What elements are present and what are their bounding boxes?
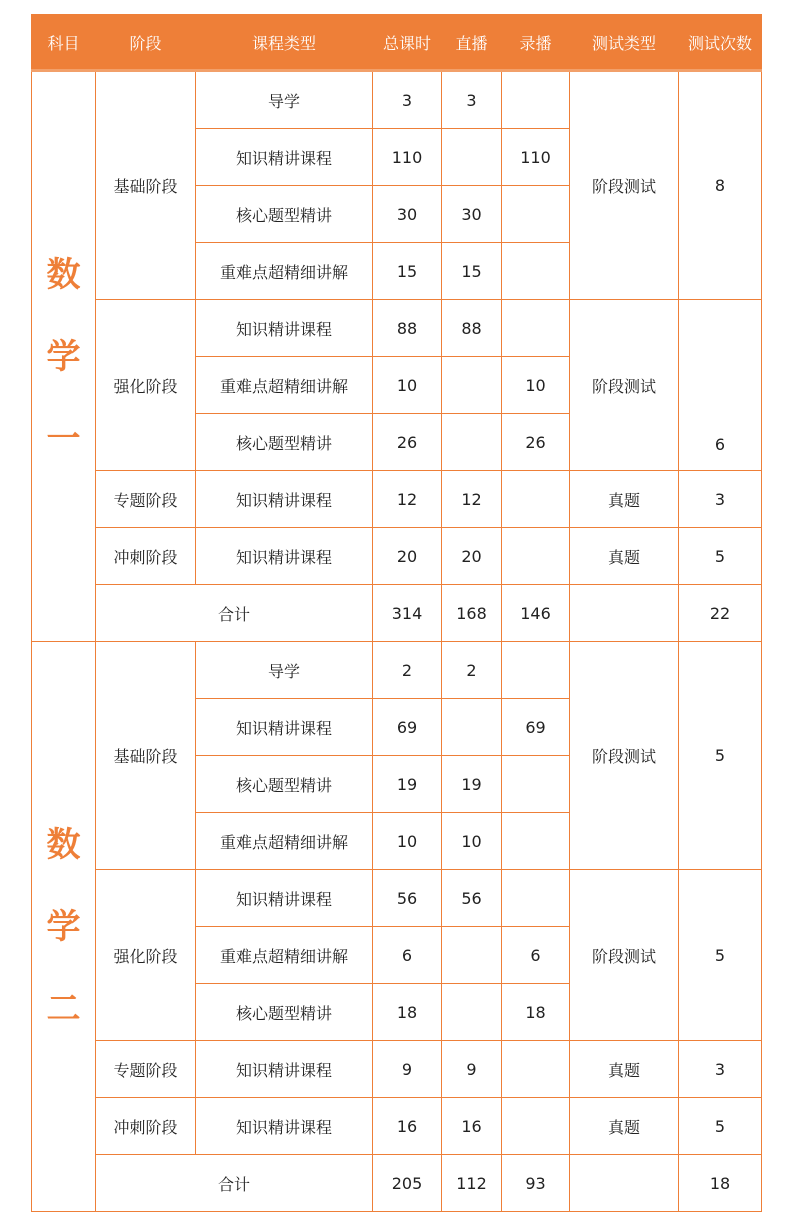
header-live: 直播 bbox=[442, 15, 502, 71]
test-type: 阶段测试 bbox=[570, 642, 679, 870]
total-hours-sum: 205 bbox=[373, 1155, 442, 1212]
test-count-sum: 22 bbox=[679, 585, 762, 642]
course-type: 核心题型精讲 bbox=[196, 984, 373, 1041]
live-hours bbox=[442, 699, 502, 756]
live-hours: 19 bbox=[442, 756, 502, 813]
table-row bbox=[32, 471, 762, 528]
live-hours: 88 bbox=[442, 300, 502, 357]
table-row bbox=[32, 642, 762, 699]
live-hours-sum: 168 bbox=[442, 585, 502, 642]
live-hours bbox=[442, 414, 502, 471]
subject-char: 数 bbox=[46, 824, 81, 865]
total-hours: 16 bbox=[373, 1098, 442, 1155]
table-row bbox=[32, 870, 762, 927]
recorded-hours-sum: 146 bbox=[502, 585, 570, 642]
course-type: 核心题型精讲 bbox=[196, 756, 373, 813]
test-count: 3 bbox=[679, 471, 762, 528]
course-type: 知识精讲课程 bbox=[196, 1041, 373, 1098]
total-hours: 2 bbox=[373, 642, 442, 699]
live-hours: 9 bbox=[442, 1041, 502, 1098]
total-hours: 69 bbox=[373, 699, 442, 756]
course-type: 重难点超精细讲解 bbox=[196, 927, 373, 984]
subject-char: 数 bbox=[46, 254, 81, 295]
table-row bbox=[32, 71, 762, 129]
recorded-hours bbox=[502, 243, 570, 300]
recorded-hours bbox=[502, 870, 570, 927]
total-hours: 12 bbox=[373, 471, 442, 528]
test-count: 8 bbox=[679, 71, 762, 300]
total-hours: 26 bbox=[373, 414, 442, 471]
header-test-type: 测试类型 bbox=[570, 15, 679, 71]
test-type: 阶段测试 bbox=[570, 870, 679, 1041]
live-hours: 20 bbox=[442, 528, 502, 585]
course-schedule bbox=[31, 14, 761, 1212]
subject-char: 一 bbox=[46, 418, 81, 459]
header-recorded: 录播 bbox=[502, 15, 570, 71]
course-type: 知识精讲课程 bbox=[196, 1098, 373, 1155]
total-hours: 110 bbox=[373, 129, 442, 186]
total-hours: 88 bbox=[373, 300, 442, 357]
subject-char: 学 bbox=[46, 336, 81, 377]
test-type: 阶段测试 bbox=[570, 71, 679, 300]
total-hours: 15 bbox=[373, 243, 442, 300]
recorded-hours bbox=[502, 642, 570, 699]
table-row bbox=[32, 1041, 762, 1098]
header-test-count: 测试次数 bbox=[679, 15, 762, 71]
test-type-empty bbox=[570, 585, 679, 642]
subject-math-1 bbox=[32, 71, 96, 642]
recorded-hours bbox=[502, 528, 570, 585]
course-schedule-table bbox=[31, 14, 762, 1212]
total-hours: 6 bbox=[373, 927, 442, 984]
live-hours: 15 bbox=[442, 243, 502, 300]
header-subject: 科目 bbox=[32, 15, 96, 71]
total-hours: 56 bbox=[373, 870, 442, 927]
total-row bbox=[32, 1155, 762, 1212]
test-count-sum: 18 bbox=[679, 1155, 762, 1212]
recorded-hours: 10 bbox=[502, 357, 570, 414]
recorded-hours bbox=[502, 471, 570, 528]
stage-topic: 专题阶段 bbox=[96, 1041, 196, 1098]
recorded-hours bbox=[502, 186, 570, 243]
course-type: 导学 bbox=[196, 642, 373, 699]
total-hours: 20 bbox=[373, 528, 442, 585]
total-hours: 19 bbox=[373, 756, 442, 813]
total-hours: 18 bbox=[373, 984, 442, 1041]
course-type: 知识精讲课程 bbox=[196, 471, 373, 528]
stage-sprint: 冲刺阶段 bbox=[96, 1098, 196, 1155]
header-course-type: 课程类型 bbox=[196, 15, 373, 71]
stage-intensive: 强化阶段 bbox=[96, 870, 196, 1041]
total-hours-sum: 314 bbox=[373, 585, 442, 642]
recorded-hours bbox=[502, 813, 570, 870]
test-count: 5 bbox=[679, 870, 762, 1041]
recorded-hours: 18 bbox=[502, 984, 570, 1041]
live-hours bbox=[442, 129, 502, 186]
test-type-empty bbox=[570, 1155, 679, 1212]
test-type: 真题 bbox=[570, 1098, 679, 1155]
course-type: 知识精讲课程 bbox=[196, 528, 373, 585]
course-type: 重难点超精细讲解 bbox=[196, 243, 373, 300]
live-hours bbox=[442, 984, 502, 1041]
table-row bbox=[32, 300, 762, 357]
recorded-hours: 26 bbox=[502, 414, 570, 471]
test-type: 真题 bbox=[570, 471, 679, 528]
test-count: 5 bbox=[679, 1098, 762, 1155]
test-count: 6 bbox=[679, 300, 762, 471]
live-hours: 56 bbox=[442, 870, 502, 927]
recorded-hours bbox=[502, 1041, 570, 1098]
test-type: 真题 bbox=[570, 1041, 679, 1098]
test-type: 真题 bbox=[570, 528, 679, 585]
recorded-hours-sum: 93 bbox=[502, 1155, 570, 1212]
table-row bbox=[32, 528, 762, 585]
live-hours-sum: 112 bbox=[442, 1155, 502, 1212]
recorded-hours bbox=[502, 71, 570, 129]
live-hours bbox=[442, 927, 502, 984]
recorded-hours bbox=[502, 300, 570, 357]
course-type: 知识精讲课程 bbox=[196, 699, 373, 756]
live-hours: 10 bbox=[442, 813, 502, 870]
course-type: 重难点超精细讲解 bbox=[196, 357, 373, 414]
total-hours: 30 bbox=[373, 186, 442, 243]
header-row bbox=[32, 15, 762, 71]
course-type: 知识精讲课程 bbox=[196, 870, 373, 927]
total-hours: 9 bbox=[373, 1041, 442, 1098]
test-count: 5 bbox=[679, 642, 762, 870]
total-hours: 10 bbox=[373, 357, 442, 414]
course-type: 核心题型精讲 bbox=[196, 414, 373, 471]
recorded-hours: 69 bbox=[502, 699, 570, 756]
course-type: 导学 bbox=[196, 71, 373, 129]
total-hours: 3 bbox=[373, 71, 442, 129]
live-hours: 2 bbox=[442, 642, 502, 699]
total-row bbox=[32, 585, 762, 642]
subject-char: 学 bbox=[46, 906, 81, 947]
recorded-hours bbox=[502, 1098, 570, 1155]
live-hours: 12 bbox=[442, 471, 502, 528]
stage-basic: 基础阶段 bbox=[96, 71, 196, 300]
total-label: 合计 bbox=[96, 1155, 373, 1212]
recorded-hours bbox=[502, 756, 570, 813]
live-hours: 30 bbox=[442, 186, 502, 243]
test-count: 5 bbox=[679, 528, 762, 585]
live-hours: 3 bbox=[442, 71, 502, 129]
total-hours: 10 bbox=[373, 813, 442, 870]
test-type: 阶段测试 bbox=[570, 300, 679, 471]
stage-intensive: 强化阶段 bbox=[96, 300, 196, 471]
course-type: 知识精讲课程 bbox=[196, 129, 373, 186]
stage-topic: 专题阶段 bbox=[96, 471, 196, 528]
total-label: 合计 bbox=[96, 585, 373, 642]
stage-basic: 基础阶段 bbox=[96, 642, 196, 870]
stage-sprint: 冲刺阶段 bbox=[96, 528, 196, 585]
course-type: 重难点超精细讲解 bbox=[196, 813, 373, 870]
recorded-hours: 6 bbox=[502, 927, 570, 984]
header-stage: 阶段 bbox=[96, 15, 196, 71]
live-hours bbox=[442, 357, 502, 414]
subject-math-2 bbox=[32, 642, 96, 1212]
test-count: 3 bbox=[679, 1041, 762, 1098]
live-hours: 16 bbox=[442, 1098, 502, 1155]
course-type: 核心题型精讲 bbox=[196, 186, 373, 243]
course-type: 知识精讲课程 bbox=[196, 300, 373, 357]
subject-char: 二 bbox=[46, 988, 81, 1029]
header-total-hours: 总课时 bbox=[373, 15, 442, 71]
table-row bbox=[32, 1098, 762, 1155]
recorded-hours: 110 bbox=[502, 129, 570, 186]
